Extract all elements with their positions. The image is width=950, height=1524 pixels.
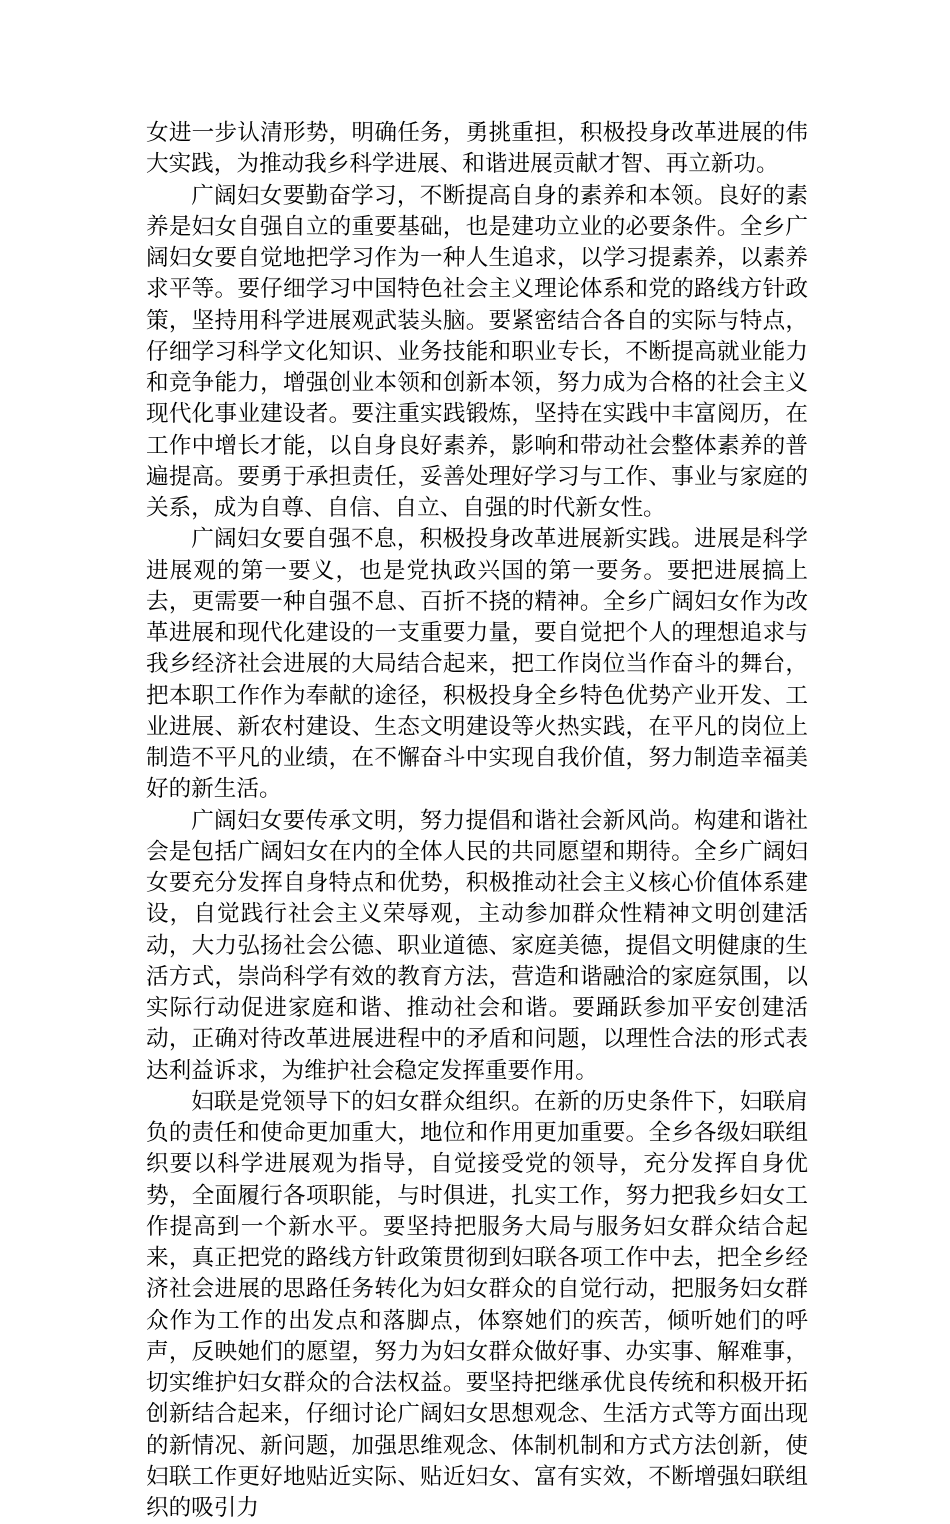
document-body bbox=[146, 118, 808, 1524]
paragraph-civilization: 广阔妇女要传承文明，努力提倡和谐社会新风尚。构建和谐社会是包括广阔妇女在内的全体人民的共同愿望和期待。全乡广阔妇女要充分发挥自身特点和优势，积极推动社会主义核心价值体系建设，自觉践行社会主义荣辱观，主动参加群众性精神文明创建活动，大力弘扬社会公德、职业道德、家庭美德，提倡文明健康的生活方式，崇尚科学有效的教育方法，营造和谐融洽的家庭氛围，以实际行动促进家庭和谐、推动社会和谐。要踊跃参加平安创建活动，正确对待改革进展进程中的矛盾和问题，以理性合法的形式表达利益诉求，为维护社会稳定发挥重要作用。 bbox=[146, 807, 808, 1084]
paragraph-womens-federation: 妇联是党领导下的妇女群众组织。在新的历史条件下，妇联肩负的责任和使命更加重大，地位和作用更加重要。全乡各级妇联组织要以科学进展观为指导，自觉接受党的领导，充分发挥自身优势，全面履行各项职能，与时俱进，扎实工作，努力把我乡妇女工作提高到一个新水平。要坚持把服务大局与服务妇女群众结合起来，真正把党的路线方针政策贯彻到妇联各项工作中去，把全乡经济社会进展的思路任务转化为妇女群众的自觉行动，把服务妇女群众作为工作的出发点和落脚点，体察她们的疾苦，倾听她们的呼声，反映她们的愿望，努力为妇女群众做好事、办实事、解难事，切实维护妇女群众的合法权益。要坚持把继承优良传统和积极开拓创新结合起来，仔细讨论广阔妇女思想观念、生活方式等方面出现的新情况、新问题，加强思维观念、体制机制和方式方法创新，使妇联工作更好地贴近实际、贴近妇女、富有实效，不断增强妇联组织的吸引力 bbox=[146, 1088, 808, 1521]
paragraph-self-improvement: 广阔妇女要自强不息，积极投身改革进展新实践。进展是科学进展观的第一要义，也是党执政兴国的第一要务。要把进展搞上去，更需要一种自强不息、百折不挠的精神。全乡广阔妇女作为改革进展和现代化建设的一支重要力量，要自觉把个人的理想追求与我乡经济社会进展的大局结合起来，把工作岗位当作奋斗的舞台，把本职工作作为奉献的途径，积极投身全乡特色优势产业开发、工业进展、新农村建设、生态文明建设等火热实践，在平凡的岗位上制造不平凡的业绩，在不懈奋斗中实现自我价值，努力制造幸福美好的新生活。 bbox=[146, 526, 808, 803]
paragraph-study: 广阔妇女要勤奋学习，不断提高自身的素养和本领。良好的素养是妇女自强自立的重要基础，也是建功立业的必要条件。全乡广阔妇女要自觉地把学习作为一种人生追求，以学习提素养，以素养求平等。要仔细学习中国特色社会主义理论体系和党的路线方针政策，坚持用科学进展观武装头脑。要紧密结合各自的实际与特点，仔细学习科学文化知识、业务技能和职业专长，不断提高就业能力和竞争能力，增强创业本领和创新本领，努力成为合格的社会主义现代化事业建设者。要注重实践锻炼，坚持在实践中丰富阅历，在工作中增长才能，以自身良好素养，影响和带动社会整体素养的普遍提高。要勇于承担责任，妥善处理好学习与工作、事业与家庭的关系，成为自尊、自信、自立、自强的时代新女性。 bbox=[146, 182, 808, 521]
paragraph-continuation: 女进一步认清形势，明确任务，勇挑重担，积极投身改革进展的伟大实践，为推动我乡科学进展、和谐进展贡献才智、再立新功。 bbox=[146, 120, 808, 178]
